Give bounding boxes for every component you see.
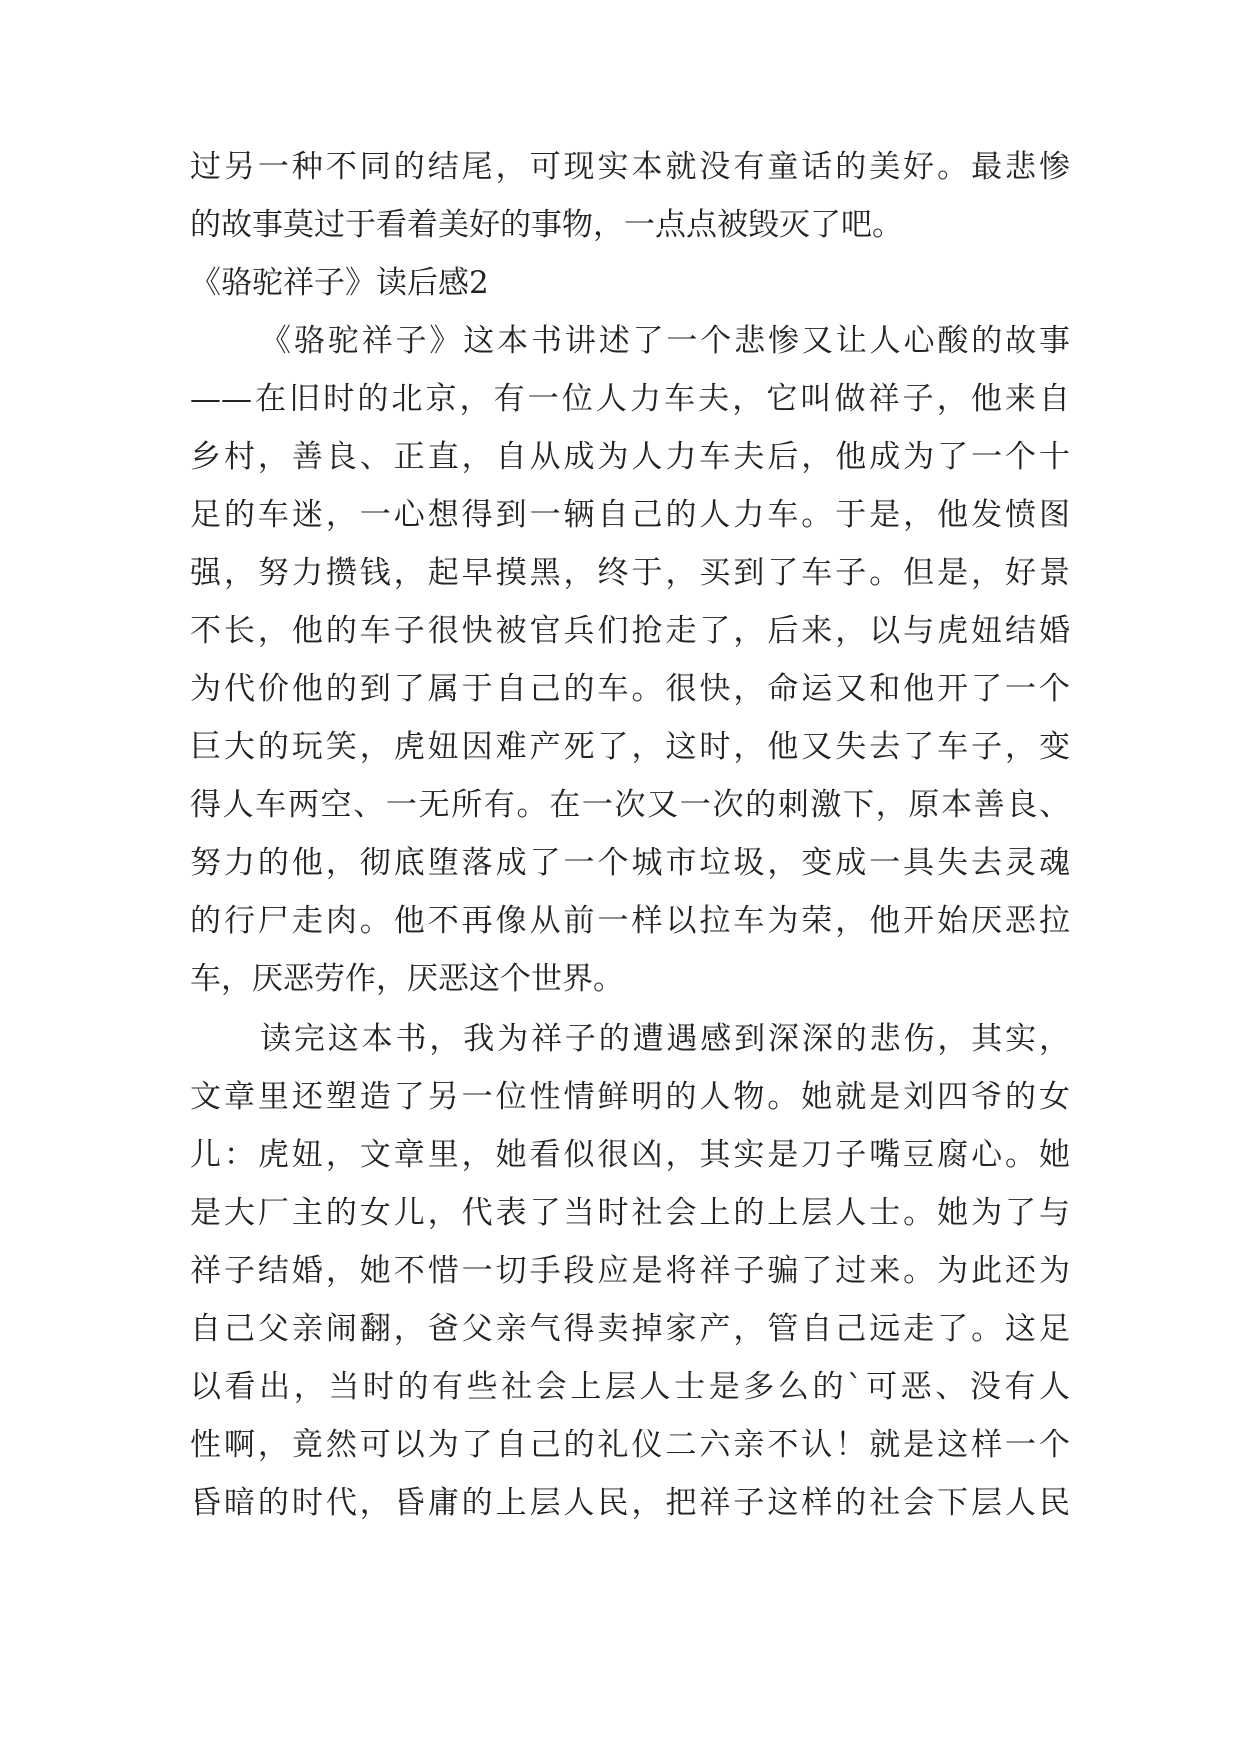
text-line: 强，努力攒钱，起早摸黑，终于，买到了车子。但是，好景: [190, 555, 1070, 591]
text-line: 努力的他，彻底堕落成了一个城市垃圾，变成一具失去灵魂: [190, 845, 1070, 881]
text-line: 自己父亲闹翻，爸父亲气得卖掉家产，管自己远走了。这足: [190, 1311, 1070, 1347]
text-line: 昏暗的时代，昏庸的上层人民，把祥子这样的社会下层人民: [190, 1485, 1070, 1521]
text-line: 的行尸走肉。他不再像从前一样以拉车为荣，他开始厌恶拉: [190, 903, 1070, 939]
text-line: 得人车两空、一无所有。在一次又一次的刺激下，原本善良、: [190, 787, 1070, 823]
text-line: 为代价他的到了属于自己的车。很快，命运又和他开了一个: [190, 671, 1070, 707]
text-line: 巨大的玩笑，虎妞因难产死了，这时，他又失去了车子，变: [190, 729, 1070, 765]
text-line: 性啊，竟然可以为了自己的礼仪二六亲不认！就是这样一个: [190, 1427, 1070, 1463]
text-line: 是大厂主的女儿，代表了当时社会上的上层人士。她为了与: [190, 1195, 1070, 1231]
text-line: 《骆驼祥子》这本书讲述了一个悲惨又让人心酸的故事: [260, 323, 1070, 359]
text-line: 乡村，善良、正直，自从成为人力车夫后，他成为了一个十: [190, 439, 1070, 475]
text-line: 足的车迷，一心想得到一辆自己的人力车。于是，他发愤图: [190, 497, 1070, 533]
text-line: 不长，他的车子很快被官兵们抢走了，后来，以与虎妞结婚: [190, 613, 1070, 649]
text-line: ——在旧时的北京，有一位人力车夫，它叫做祥子，他来自: [190, 381, 1070, 417]
text-line: 文章里还塑造了另一位性情鲜明的人物。她就是刘四爷的女: [190, 1079, 1070, 1115]
text-line: 车，厌恶劳作，厌恶这个世界。: [190, 961, 624, 997]
text-line: 祥子结婚，她不惜一切手段应是将祥子骗了过来。为此还为: [190, 1253, 1070, 1289]
text-line: 以看出，当时的有些社会上层人士是多么的`可恶、没有人: [190, 1369, 1070, 1405]
text-line: 读完这本书，我为祥子的遭遇感到深深的悲伤，其实，: [260, 1021, 1070, 1057]
text-line: 过另一种不同的结尾，可现实本就没有童话的美好。最悲惨: [190, 149, 1070, 185]
text-line: 儿：虎妞，文章里，她看似很凶，其实是刀子嘴豆腐心。她: [190, 1137, 1070, 1173]
section-heading: 《骆驼祥子》读后感2: [190, 265, 489, 301]
text-line: 的故事莫过于看着美好的事物，一点点被毁灭了吧。: [190, 207, 903, 243]
